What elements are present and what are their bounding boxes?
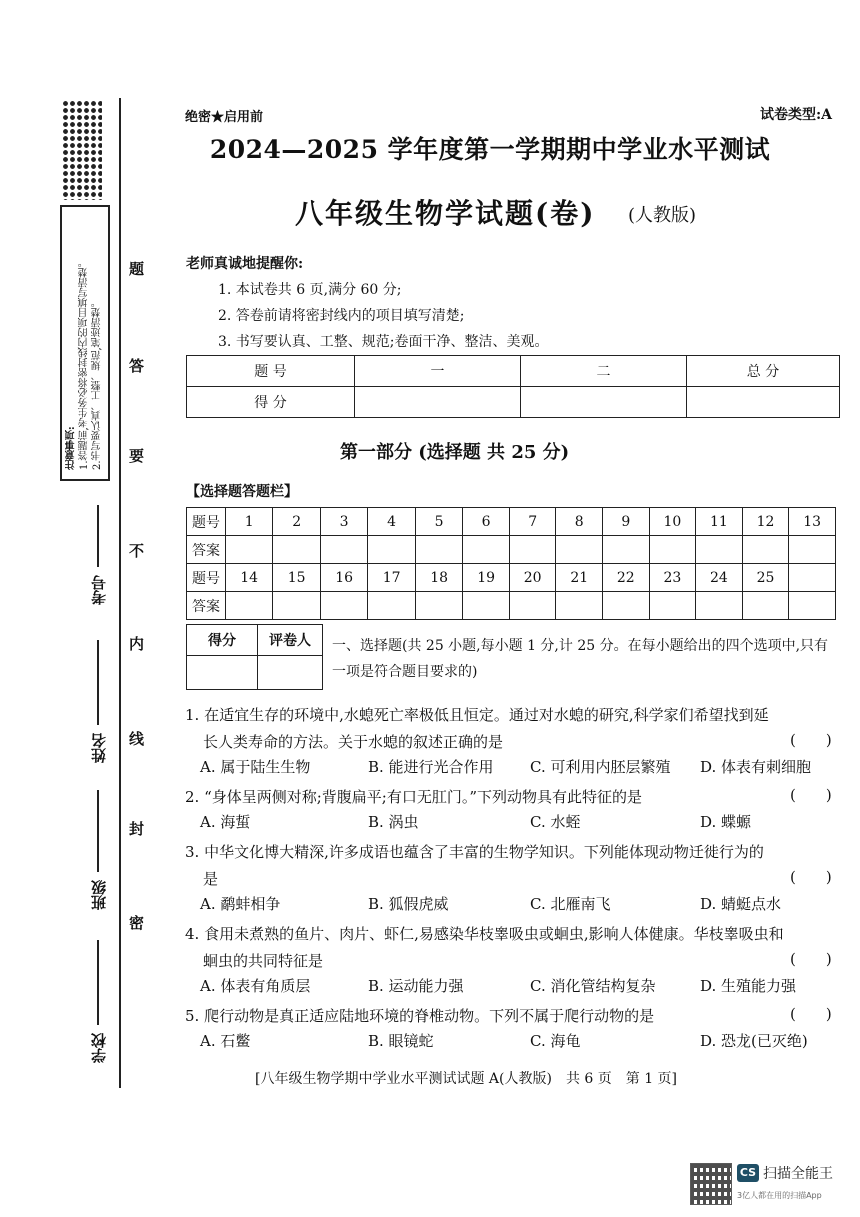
reminder-rule: 3. 书写要认真、工整、规范;卷面干净、整洁、美观。: [218, 334, 549, 350]
seal-char: 答: [129, 357, 145, 375]
answer-q-number: 13: [789, 508, 836, 536]
answer-cell[interactable]: [696, 592, 743, 620]
option-b[interactable]: B. 涡虫: [368, 813, 419, 831]
reminder-rule: 1. 本试卷共 6 页,满分 60 分;: [218, 282, 402, 298]
field-exam-number-label: 考号: [90, 575, 108, 605]
answer-q-number: [789, 564, 836, 592]
field-name-line[interactable]: [97, 640, 99, 725]
question-text: 蛔虫的共同特征是: [203, 952, 324, 970]
option-a[interactable]: A. 海蜇: [200, 813, 251, 831]
field-name-label: 姓名: [90, 733, 108, 763]
seal-char: 封: [129, 820, 145, 838]
grader-table: [186, 624, 323, 690]
answer-cell[interactable]: [649, 592, 696, 620]
answer-q-number: 23: [649, 564, 696, 592]
reminder-rule: 2. 答卷前请将密封线内的项目填写清楚;: [218, 308, 465, 324]
seal-line: [119, 98, 121, 1088]
answer-a-label: 答案: [187, 536, 226, 564]
option-b[interactable]: B. 狐假虎威: [368, 895, 449, 913]
answer-cell[interactable]: [509, 592, 556, 620]
answer-cell[interactable]: [320, 536, 367, 564]
option-c[interactable]: C. 可利用内胚层繁殖: [530, 758, 671, 776]
answer-cell[interactable]: [368, 536, 415, 564]
option-d[interactable]: D. 生殖能力强: [700, 977, 797, 995]
notice-item-2: 2.书写要认真、工整、规范,笔迹清楚。: [92, 297, 103, 470]
answer-q-number: 9: [603, 508, 650, 536]
answer-q-number: 17: [368, 564, 415, 592]
question-text: 1. 在适宜生存的环境中,水螅死亡率极低且恒定。通过对水螅的研究,科学家们希望找到延: [185, 706, 769, 724]
score-input-cell[interactable]: [687, 387, 840, 418]
answer-q-number: 14: [225, 564, 272, 592]
answer-cell[interactable]: [415, 592, 462, 620]
question-text: 3. 中华文化博大精深,许多成语也蕴含了丰富的生物学知识。下列能体现动物迁徙行为的: [185, 843, 764, 861]
answer-table: [186, 507, 836, 620]
paper-type: 试卷类型:A: [760, 107, 833, 123]
camscanner-tagline: 3亿人都在用的扫描App: [737, 1191, 822, 1200]
answer-q-number: 1: [225, 508, 272, 536]
answer-cell[interactable]: [368, 592, 415, 620]
option-d[interactable]: D. 蝶螈: [700, 813, 752, 831]
answer-q-number: 2: [273, 508, 320, 536]
answer-q-number: 15: [273, 564, 320, 592]
option-a[interactable]: A. 鹬蚌相争: [200, 895, 281, 913]
answer-cell[interactable]: [415, 536, 462, 564]
answer-q-label: 题号: [187, 564, 226, 592]
exam-edition: (人教版): [628, 205, 697, 226]
grader-reviewer-cell[interactable]: [258, 656, 323, 690]
option-c[interactable]: C. 消化管结构复杂: [530, 977, 656, 995]
answer-cell[interactable]: [789, 536, 836, 564]
answer-cell[interactable]: [320, 592, 367, 620]
score-header-cell: 题 号: [187, 356, 355, 387]
part1-title: 第一部分 (选择题 共 25 分): [340, 442, 570, 463]
answer-cell[interactable]: [649, 536, 696, 564]
notice-title: 注意事项:: [66, 426, 77, 470]
question-text: 4. 食用未煮熟的鱼片、肉片、虾仁,易感染华枝睾吸虫或蛔虫,影响人体健康。华枝睾吸虫和: [185, 925, 784, 943]
field-class-label: 班级: [90, 880, 108, 910]
answer-cell[interactable]: [225, 592, 272, 620]
notice-text: [65, 212, 101, 470]
binding-holes: [62, 100, 102, 200]
field-school-label: 学校: [90, 1033, 108, 1063]
option-d[interactable]: D. 体表有刺细胞: [700, 758, 812, 776]
answer-cell[interactable]: [509, 536, 556, 564]
seal-char: 要: [129, 447, 145, 465]
camscanner-name: 扫描全能王: [763, 1166, 833, 1182]
answer-cell[interactable]: [225, 536, 272, 564]
page-footer: [八年级生物学期中学业水平测试试题 A(人教版) 共 6 页 第 1 页]: [255, 1071, 678, 1087]
answer-q-number: 8: [556, 508, 603, 536]
seal-char: 内: [129, 635, 145, 653]
question-text: 长人类寿命的方法。关于水螅的叙述正确的是: [203, 733, 504, 751]
answer-cell[interactable]: [742, 536, 789, 564]
answer-paren[interactable]: ( ): [790, 786, 832, 804]
field-exam-number-line[interactable]: [97, 505, 99, 567]
answer-q-number: 11: [696, 508, 743, 536]
answer-q-number: 25: [742, 564, 789, 592]
option-b[interactable]: B. 能进行光合作用: [368, 758, 494, 776]
score-input-cell[interactable]: [355, 387, 521, 418]
answer-q-number: 20: [509, 564, 556, 592]
option-b[interactable]: B. 眼镜蛇: [368, 1032, 434, 1050]
answer-cell[interactable]: [273, 536, 320, 564]
score-input-cell[interactable]: [521, 387, 687, 418]
answer-paren[interactable]: ( ): [790, 1005, 832, 1023]
answer-q-number: 5: [415, 508, 462, 536]
section1-heading: 一、选择题(共 25 小题,每小题 1 分,计 25 分。在每小题给出的四个选项中,只有一项是符合题目要求的): [332, 638, 829, 680]
option-a[interactable]: A. 属于陆生生物: [200, 758, 311, 776]
grader-reviewer-label: 评卷人: [258, 625, 323, 656]
answer-cell[interactable]: [556, 592, 603, 620]
seal-char: 不: [129, 542, 145, 560]
option-c[interactable]: C. 水蛭: [530, 813, 581, 831]
answer-q-label: 题号: [187, 508, 226, 536]
answer-cell[interactable]: [556, 536, 603, 564]
seal-char: 题: [129, 260, 145, 278]
exam-subtitle: 八年级生物学试题(卷): [295, 197, 596, 230]
option-c[interactable]: C. 海龟: [530, 1032, 581, 1050]
answer-cell[interactable]: [603, 592, 650, 620]
option-a[interactable]: A. 体表有角质层: [200, 977, 311, 995]
answer-q-number: 21: [556, 564, 603, 592]
option-c[interactable]: C. 北雁南飞: [530, 895, 611, 913]
answer-q-number: 18: [415, 564, 462, 592]
answer-q-number: 24: [696, 564, 743, 592]
grader-score-label: 得分: [187, 625, 258, 656]
score-table: [186, 355, 840, 418]
answer-q-number: 19: [463, 564, 510, 592]
answer-cell[interactable]: [696, 536, 743, 564]
grader-score-cell[interactable]: [187, 656, 258, 690]
answer-cell[interactable]: [742, 592, 789, 620]
answer-q-number: 4: [368, 508, 415, 536]
answer-q-number: 7: [509, 508, 556, 536]
question-text: 2. “身体呈两侧对称;背腹扁平;有口无肛门。”下列动物具有此特征的是: [185, 788, 643, 806]
seal-char: 线: [129, 730, 145, 748]
qr-code-icon: [690, 1163, 732, 1205]
answer-cell[interactable]: [789, 592, 836, 620]
score-header-cell: 一: [355, 356, 521, 387]
answer-q-number: 6: [463, 508, 510, 536]
camscanner-logo-icon: CS: [737, 1164, 759, 1182]
answer-cell[interactable]: [603, 536, 650, 564]
question-text: 是: [203, 870, 219, 888]
answer-paren[interactable]: ( ): [790, 868, 832, 886]
answer-paren[interactable]: ( ): [790, 731, 832, 749]
answer-cell[interactable]: [463, 536, 510, 564]
option-d[interactable]: D. 恐龙(已灭绝): [700, 1032, 808, 1050]
answer-cell[interactable]: [463, 592, 510, 620]
notice-item-1: 1.答题前,考生务必将密封线内的项目填写清楚。: [79, 257, 90, 470]
option-a[interactable]: A. 石鳖: [200, 1032, 251, 1050]
option-b[interactable]: B. 运动能力强: [368, 977, 464, 995]
answer-q-number: 16: [320, 564, 367, 592]
answer-cell[interactable]: [273, 592, 320, 620]
answer-q-number: 12: [742, 508, 789, 536]
field-school-line[interactable]: [97, 940, 99, 1025]
confidential-mark: 绝密★启用前: [185, 110, 264, 125]
answer-q-number: 22: [603, 564, 650, 592]
answer-a-label: 答案: [187, 592, 226, 620]
answer-q-number: 10: [649, 508, 696, 536]
field-class-line[interactable]: [97, 790, 99, 872]
option-d[interactable]: D. 蜻蜓点水: [700, 895, 782, 913]
reminder-heading: 老师真诚地提醒你:: [186, 256, 304, 272]
score-label-cell: 得 分: [187, 387, 355, 418]
answer-bar-label: 【选择题答题栏】: [186, 484, 298, 500]
answer-q-number: 3: [320, 508, 367, 536]
question-text: 5. 爬行动物是真正适应陆地环境的脊椎动物。下列不属于爬行动物的是: [185, 1007, 655, 1025]
seal-char: 密: [129, 914, 145, 932]
answer-paren[interactable]: ( ): [790, 950, 832, 968]
score-header-cell: 二: [521, 356, 687, 387]
exam-title: 2024—2025 学年度第一学期期中学业水平测试: [209, 135, 771, 164]
score-header-cell: 总 分: [687, 356, 840, 387]
